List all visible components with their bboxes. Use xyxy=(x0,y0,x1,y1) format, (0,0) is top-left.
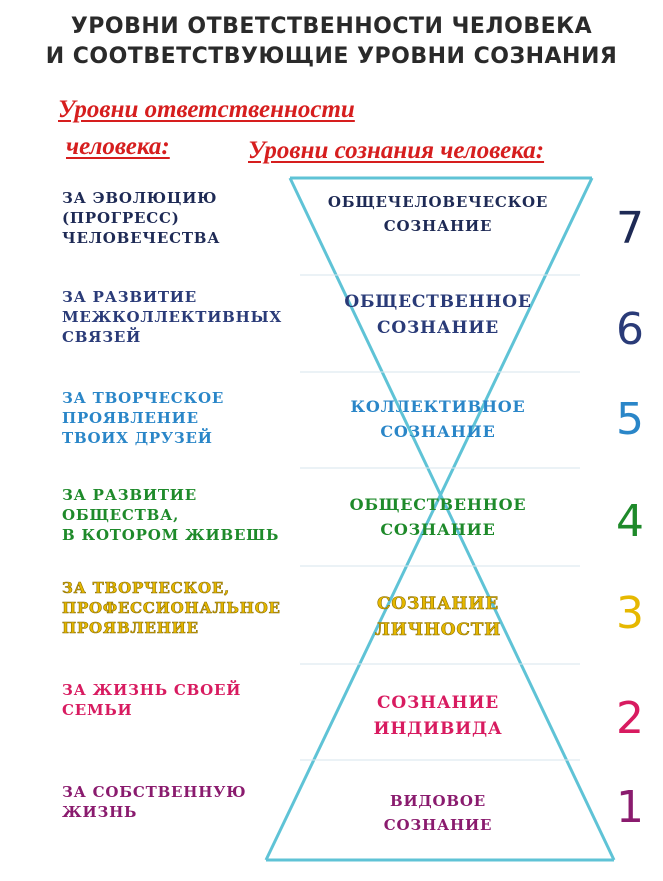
page-title-line-1: УРОВНИ ОТВЕТСТВЕННОСТИ ЧЕЛОВЕКА xyxy=(70,14,593,39)
responsibility-level-5 xyxy=(62,388,224,448)
responsibility-line: ОБЩЕСТВА, xyxy=(62,506,180,524)
consciousness-level-6 xyxy=(300,289,576,341)
responsibility-header-line-1: Уровни ответственности xyxy=(58,96,355,123)
responsibility-header-line-2: человека: xyxy=(66,133,170,160)
responsibility-line: В КОТОРОМ ЖИВЕШЬ xyxy=(62,526,280,544)
level-number-1: 1 xyxy=(616,782,644,833)
consciousness-line: СОЗНАНИЕ xyxy=(380,520,496,539)
consciousness-line: ОБЩЕСТВЕННОЕ xyxy=(349,495,527,514)
responsibility-line: ТВОИХ ДРУЗЕЙ xyxy=(62,429,213,447)
consciousness-level-7 xyxy=(300,190,576,238)
level-number-6: 6 xyxy=(616,304,644,355)
consciousness-line: СОЗНАНИЕ xyxy=(377,693,499,713)
responsibility-level-6 xyxy=(62,287,282,347)
responsibility-line: ЗА РАЗВИТИЕ xyxy=(62,288,197,306)
responsibility-line: ПРОЯВЛЕНИЕ xyxy=(62,619,199,637)
consciousness-header: Уровни сознания человека: xyxy=(248,137,545,164)
consciousness-line: СОЗНАНИЕ xyxy=(383,217,493,235)
responsibility-level-7 xyxy=(62,188,220,248)
responsibility-line: ЗА ТВОРЧЕСКОЕ, xyxy=(62,579,231,597)
responsibility-level-1 xyxy=(62,782,246,822)
responsibility-line: (ПРОГРЕСС) xyxy=(62,209,180,227)
responsibility-line: ПРОФЕССИОНАЛЬНОЕ xyxy=(62,599,281,617)
consciousness-level-3 xyxy=(300,591,576,643)
responsibility-line: ЗА СОБСТВЕННУЮ xyxy=(62,783,247,801)
responsibility-line: ЗА ЖИЗНЬ СВОЕЙ xyxy=(62,681,242,699)
consciousness-level-2 xyxy=(300,690,576,742)
responsibility-line: ЗА РАЗВИТИЕ xyxy=(62,486,197,504)
level-number-7: 7 xyxy=(616,203,644,254)
responsibility-line: ЧЕЛОВЕЧЕСТВА xyxy=(62,229,221,247)
consciousness-line: СОЗНАНИЕ xyxy=(377,594,499,614)
consciousness-line: СОЗНАНИЕ xyxy=(380,422,496,441)
responsibility-line: СЕМЬИ xyxy=(62,701,133,719)
consciousness-line: СОЗНАНИЕ xyxy=(383,816,493,834)
responsibility-line: СВЯЗЕЙ xyxy=(62,328,142,346)
consciousness-level-4 xyxy=(300,492,576,542)
consciousness-line: ОБЩЕЧЕЛОВЕЧЕСКОЕ xyxy=(327,193,549,211)
consciousness-line: СОЗНАНИЕ xyxy=(377,318,499,338)
responsibility-level-3 xyxy=(62,578,281,638)
responsibility-line: ПРОЯВЛЕНИЕ xyxy=(62,409,199,427)
level-number-3: 3 xyxy=(616,588,644,639)
consciousness-line: КОЛЛЕКТИВНОЕ xyxy=(350,397,526,416)
responsibility-line: ЖИЗНЬ xyxy=(62,803,138,821)
responsibility-line: ЗА ЭВОЛЮЦИЮ xyxy=(62,189,218,207)
consciousness-level-1 xyxy=(300,789,576,837)
page-title-line-2: И СООТВЕТСТВУЮЩИЕ УРОВНИ СОЗНАНИЯ xyxy=(45,44,618,69)
consciousness-line: ИНДИВИДА xyxy=(373,719,503,739)
consciousness-line: ОБЩЕСТВЕННОЕ xyxy=(344,292,532,312)
level-number-5: 5 xyxy=(616,394,644,445)
responsibility-level-4 xyxy=(62,485,279,545)
consciousness-line: ЛИЧНОСТИ xyxy=(374,620,502,640)
consciousness-line: ВИДОВОЕ xyxy=(389,792,487,810)
level-number-2: 2 xyxy=(616,693,644,744)
responsibility-line: ЗА ТВОРЧЕСКОЕ xyxy=(62,389,225,407)
responsibility-line: МЕЖКОЛЛЕКТИВНЫХ xyxy=(62,308,282,326)
responsibility-level-2 xyxy=(62,680,241,720)
consciousness-level-5 xyxy=(300,394,576,444)
level-number-4: 4 xyxy=(616,496,644,547)
